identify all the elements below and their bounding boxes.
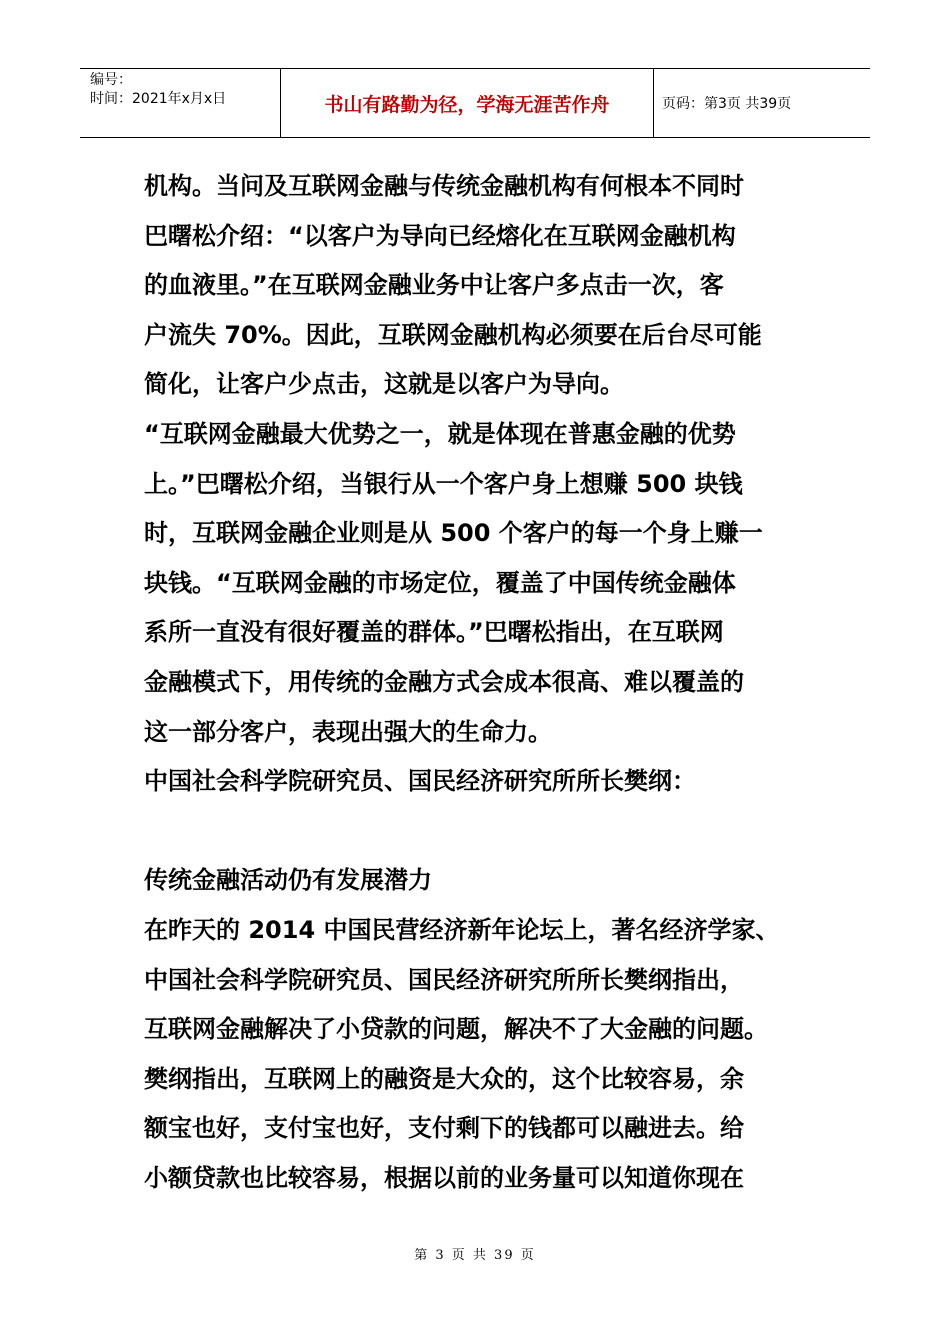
page-header: [80, 68, 870, 138]
document-time-label: 时间：2021年x月x日: [90, 91, 227, 107]
body-line: 中国社会科学院研究员、国民经济研究所所长樊纲指出，: [144, 965, 744, 994]
body-line: 上。”巴曙松介绍，当银行从一个客户身上想赚 500 块钱: [144, 469, 743, 498]
body-line: 时，互联网金融企业则是从 500 个客户的每一个身上赚一: [144, 519, 763, 548]
document-number-label: 编号：: [90, 72, 132, 88]
body-line: 户流失 70%。因此，互联网金融机构必须要在后台尽可能: [144, 320, 762, 349]
body-line: 块钱。“互联网金融的市场定位，覆盖了中国传统金融体: [144, 568, 736, 597]
body-line: 这一部分客户，表现出强大的生命力。: [144, 717, 552, 746]
body-line: 巴曙松介绍：“以客户为导向已经熔化在互联网金融机构: [144, 221, 736, 250]
header-meta: [80, 69, 281, 137]
body-line: 小额贷款也比较容易，根据以前的业务量可以知道你现在: [144, 1163, 744, 1192]
body-line: 樊纲指出，互联网上的融资是大众的，这个比较容易，余: [144, 1064, 744, 1093]
blank-line: [144, 807, 814, 857]
body-line: 在昨天的 2014 中国民营经济新年论坛上，著名经济学家、: [144, 915, 780, 944]
header-motto: 书山有路勤为径，学海无涯苦作舟: [281, 69, 654, 137]
section-intro-line: 中国社会科学院研究员、国民经济研究所所长樊纲：: [144, 767, 696, 796]
page-footer: 第 3 页 共 39 页: [414, 1248, 536, 1263]
body-line: 额宝也好，支付宝也好，支付剩下的钱都可以融进去。给: [144, 1114, 744, 1143]
section-heading: 传统金融活动仍有发展潜力: [144, 866, 432, 895]
body-line: 的血液里。”在互联网金融业务中让客户多点击一次，客: [144, 271, 724, 300]
header-page-info: 页码：第3页 共39页: [662, 96, 792, 112]
document-body: [144, 162, 814, 1203]
body-line: 机构。当问及互联网金融与传统金融机构有何根本不同时: [144, 172, 744, 200]
body-line: 互联网金融解决了小贷款的问题，解决不了大金融的问题。: [144, 1015, 768, 1044]
body-line: 系所一直没有很好覆盖的群体。”巴曙松指出，在互联网: [144, 618, 724, 647]
body-line: 金融模式下，用传统的金融方式会成本很高、难以覆盖的: [144, 667, 744, 696]
body-line: 简化，让客户少点击，这就是以客户为导向。: [144, 370, 624, 399]
body-line: “互联网金融最大优势之一，就是体现在普惠金融的优势: [144, 419, 736, 448]
